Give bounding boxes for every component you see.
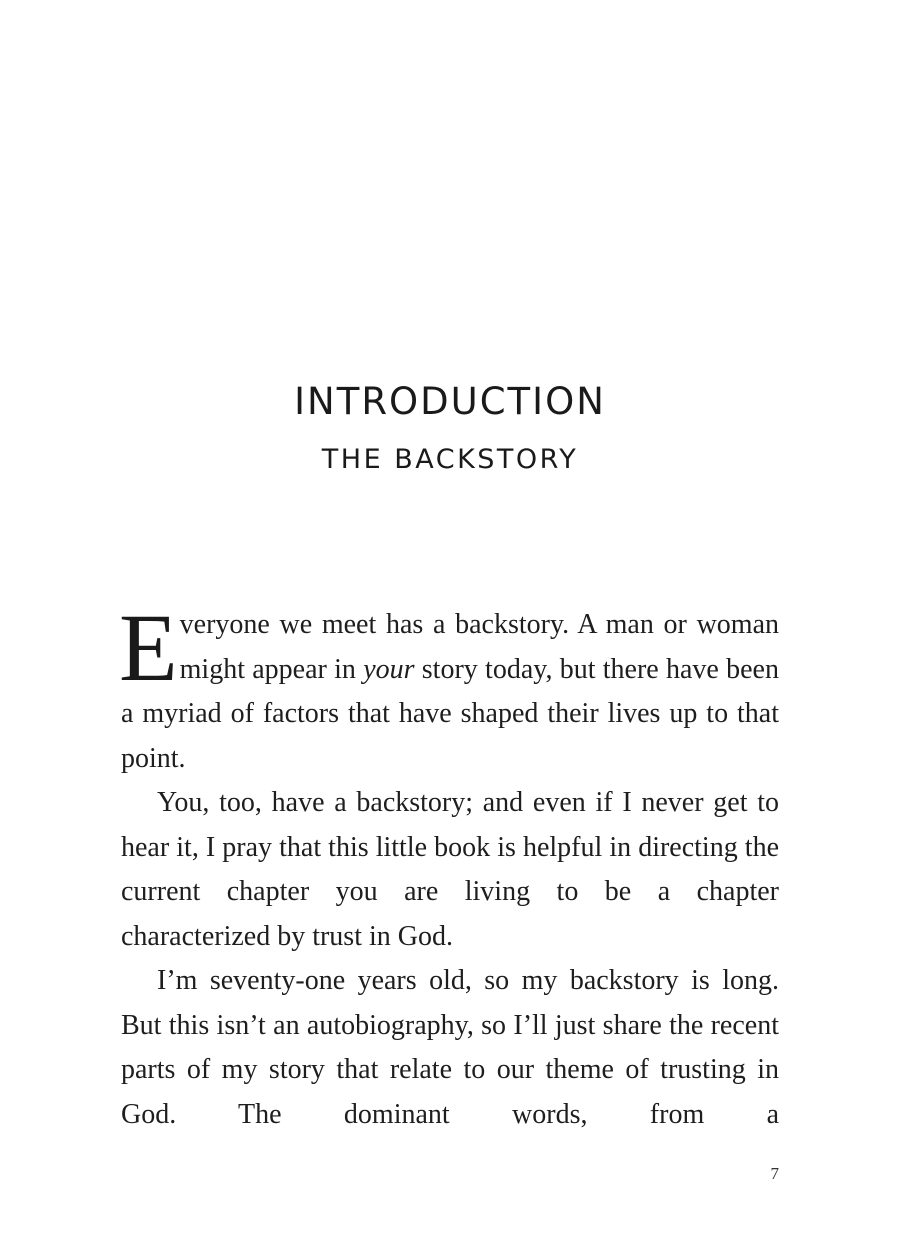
chapter-subtitle: THE BACKSTORY [321,444,579,476]
emphasis-word: your [363,653,415,685]
page-number: 7 [770,1164,779,1183]
paragraph-3: I’m seventy-one years old, so my backstory is long. But this isn’t an autobiography, so I’ll just share the recent parts of my story that relate to our theme of trusting in God. The dominant words, from a [121,965,779,1130]
chapter-title: INTRODUCTION [294,379,606,423]
paragraph-1-text-start: veryone we meet has a backstory. A man or woman might appear in [179,609,779,685]
drop-cap: E [119,594,178,701]
body-text [119,594,779,1137]
paragraph-1-text-end: story today, but there have been a myriad of factors that have shaped their lives up to that point. [121,653,779,774]
paragraph-1 [119,594,779,781]
paragraph-2: You, too, have a backstory; and even if I never get to hear it, I pray that this little book is helpful in directing the current chapter you are living to be a chapter characterized by trust in God. [121,787,779,952]
